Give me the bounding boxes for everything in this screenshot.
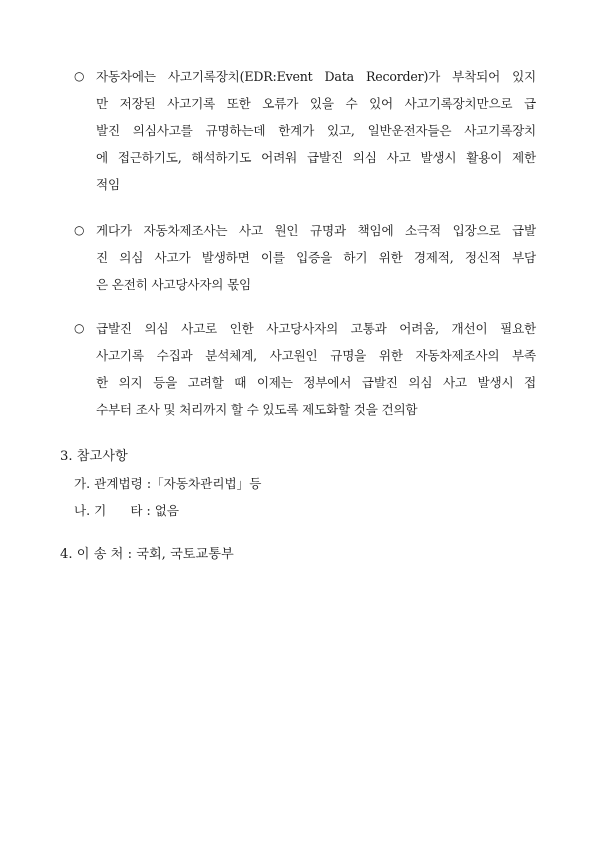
text-line: 사고기록 수집과 분석체계, 사고원인 규명을 위한 자동차제조사의 부족 — [96, 348, 536, 363]
text-line: 은 온전히 사고당사자의 몫임 — [96, 277, 251, 292]
bullet-text — [96, 63, 536, 198]
bullet-text — [96, 315, 536, 423]
bullet-circle-icon: ○ — [74, 321, 85, 335]
text-line: 게다가 자동차제조사는 사고 원인 규명과 책임에 소극적 입장으로 급발 — [96, 223, 536, 238]
bullet-paragraph-manufacturer — [74, 217, 536, 298]
text-line: 자동차에는 사고기록장치(EDR:Event Data Recorder)가 부착되어 있지 — [96, 69, 536, 84]
text-line: 에 접근하기도, 해석하기도 어려워 급발진 의심 사고 발생시 활용이 제한 — [96, 150, 536, 165]
section-title-references: 3. 참고사항 — [60, 449, 128, 464]
text-line: 만 저장된 사고기록 또한 오류가 있을 수 있어 사고기록장치만으로 급 — [96, 96, 536, 111]
reference-item-other: 나. 기 타 : 없음 — [74, 503, 180, 518]
bullet-paragraph-proposal — [74, 315, 536, 423]
text-line: 발진 의심사고를 규명하는데 한계가 있고, 일반운전자들은 사고기록장치 — [96, 123, 536, 138]
text-line: 급발진 의심 사고로 인한 사고당사자의 고통과 어려움, 개선이 필요한 — [96, 321, 536, 336]
text-line: 진 의심 사고가 발생하면 이를 입증을 하기 위한 경제적, 정신적 부담 — [96, 250, 536, 265]
text-line: 적임 — [96, 177, 120, 192]
reference-item-law: 가. 관계법령 :「자동차관리법」등 — [74, 476, 262, 491]
bullet-circle-icon: ○ — [74, 223, 85, 237]
bullet-text — [96, 217, 536, 298]
text-line: 수부터 조사 및 처리까지 할 수 있도록 제도화할 것을 건의함 — [96, 402, 418, 417]
section-title-transfer: 4. 이 송 처 : 국회, 국토교통부 — [60, 547, 234, 562]
bullet-circle-icon: ○ — [74, 69, 85, 83]
text-line: 한 의지 등을 고려할 때 이제는 정부에서 급발진 의심 사고 발생시 접 — [96, 375, 536, 390]
bullet-paragraph-edr — [74, 63, 536, 198]
